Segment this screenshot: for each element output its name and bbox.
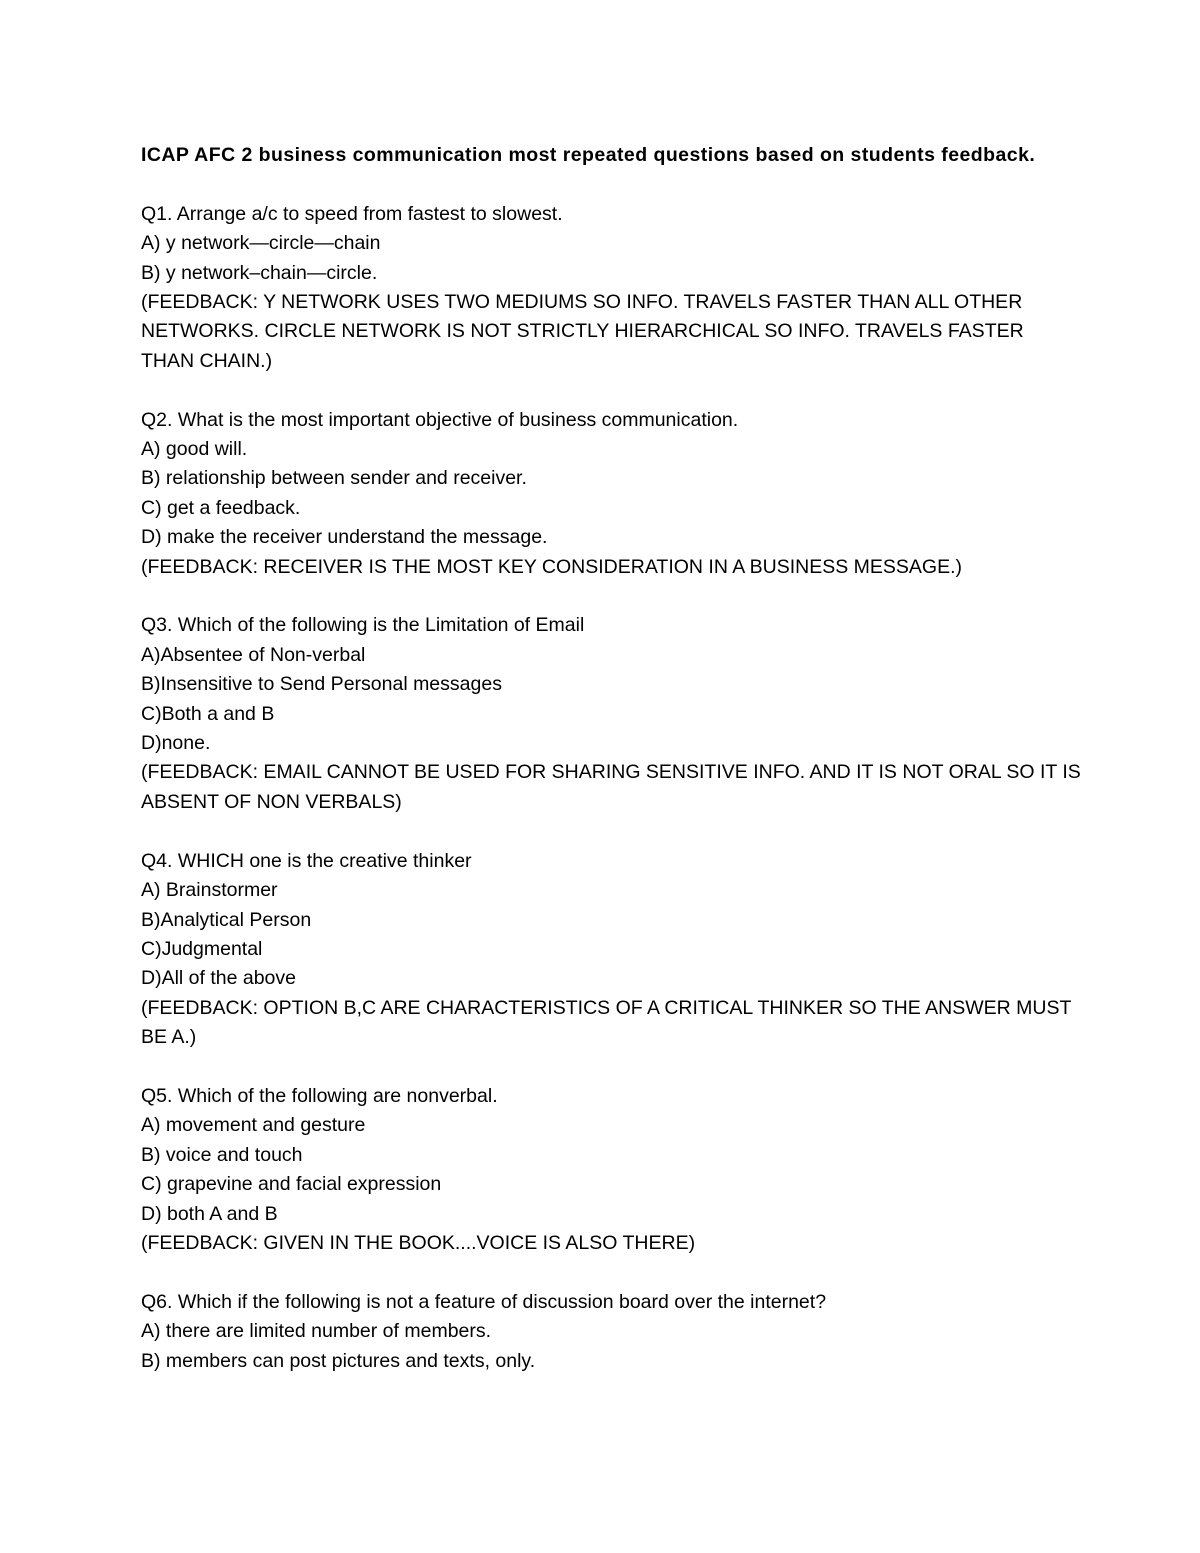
answer-option: D) both A and B	[141, 1202, 278, 1225]
question-text: Q2. What is the most important objective of business communication.	[141, 408, 739, 431]
answer-option: A) Brainstormer	[141, 879, 278, 902]
answer-option: A) good will.	[141, 438, 248, 461]
answer-option: C)Judgmental	[141, 937, 263, 960]
feedback-text: (FEEDBACK: Y NETWORK USES TWO MEDIUMS SO INFO. TRAVELS FASTER THAN ALL OTHER NETWORKS. CIRCLE NETWORK IS NOT STRICTLY HIERARCHICAL SO INFO. TRAVELS FASTER THAN CHAIN.)	[141, 291, 1029, 372]
answer-option: A) y network—circle—chain	[141, 232, 381, 255]
answer-option: D)All of the above	[141, 967, 297, 990]
answer-option: B)Analytical Person	[141, 908, 312, 931]
answer-option: B) relationship between sender and receiver.	[141, 467, 527, 490]
answer-option: B) y network–chain—circle.	[141, 261, 378, 284]
answer-option: B) voice and touch	[141, 1143, 303, 1166]
answer-option: A) movement and gesture	[141, 1114, 366, 1137]
answer-option: D) make the receiver understand the message.	[141, 526, 548, 549]
feedback-text: (FEEDBACK: GIVEN IN THE BOOK....VOICE IS ALSO THERE)	[141, 1231, 696, 1254]
feedback-text: (FEEDBACK: EMAIL CANNOT BE USED FOR SHARING SENSITIVE INFO. AND IT IS NOT ORAL SO IT IS ABSENT OF NON VERBALS)	[141, 761, 1086, 813]
question-block-2	[141, 406, 1081, 582]
answer-option: B)Insensitive to Send Personal messages	[141, 673, 502, 696]
question-block-4	[141, 847, 1081, 1053]
question-block-3	[141, 611, 1086, 817]
question-text: Q6. Which if the following is not a feature of discussion board over the internet?	[141, 1290, 827, 1313]
question-text: Q4. WHICH one is the creative thinker	[141, 849, 472, 872]
feedback-text: (FEEDBACK: OPTION B,C ARE CHARACTERISTICS OF A CRITICAL THINKER SO THE ANSWER MUST BE A.)	[141, 996, 1077, 1049]
answer-option: B) members can post pictures and texts, only.	[141, 1349, 536, 1372]
question-text: Q5. Which of the following are nonverbal.	[141, 1084, 498, 1107]
question-text: Q1. Arrange a/c to speed from fastest to slowest.	[141, 202, 563, 225]
answer-option: A)Absentee of Non-verbal	[141, 643, 366, 666]
question-block-5	[141, 1082, 1081, 1258]
answer-option: A) there are limited number of members.	[141, 1320, 492, 1343]
question-block-1	[141, 200, 1081, 376]
feedback-text: (FEEDBACK: RECEIVER IS THE MOST KEY CONSIDERATION IN A BUSINESS MESSAGE.)	[141, 555, 962, 578]
answer-option: D)none.	[141, 732, 211, 755]
document-title: ICAP AFC 2 business communication most repeated questions based on students feedback.	[141, 144, 1036, 166]
answer-option: C)Both a and B	[141, 702, 275, 725]
question-block-6	[141, 1288, 1081, 1376]
document-content	[141, 141, 1086, 1376]
question-text: Q3. Which of the following is the Limitation of Email	[141, 614, 585, 637]
answer-option: C) get a feedback.	[141, 496, 301, 519]
answer-option: C) grapevine and facial expression	[141, 1173, 442, 1196]
